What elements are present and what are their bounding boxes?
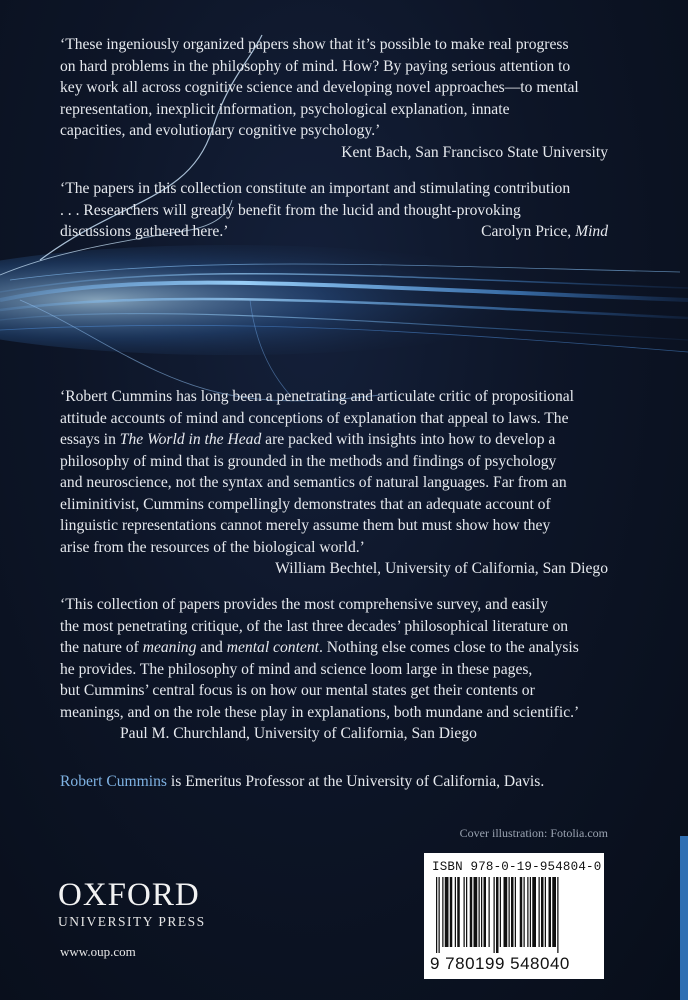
publisher-logo xyxy=(58,878,206,930)
isbn-number: ISBN 978-0-19-954804-0 xyxy=(432,860,602,874)
review-quote-4 xyxy=(60,594,608,745)
quote-line xyxy=(60,429,608,451)
book-title: The World in the Head xyxy=(119,431,262,448)
quote-line: capacities, and evolutionary cognitive psychology.’ xyxy=(60,122,381,139)
review-quote-1 xyxy=(60,34,608,163)
review-quote-3 xyxy=(60,386,608,580)
quote-line: arise from the resources of the biological world.’ xyxy=(60,538,365,556)
quote-attribution: Kent Bach, San Francisco State University xyxy=(341,143,608,161)
quote-line: but Cummins’ central focus is on how our mental states get their contents or xyxy=(60,682,535,699)
quote-line: representation, inexplicit information, psychological explanation, innate xyxy=(60,100,510,118)
quote-line: philosophy of mind that is grounded in the methods and findings of psychology xyxy=(60,452,557,470)
quote-line: key work all across cognitive science and developing novel approaches—to mental xyxy=(60,79,579,96)
quote-line xyxy=(60,637,608,659)
quote-text: are packed with insights into how to develop a xyxy=(261,431,556,448)
quote-attribution xyxy=(481,221,608,243)
quote-line: ‘The papers in this collection constitute an important and stimulating contribution xyxy=(60,180,571,197)
emphasis-text: mental content xyxy=(226,639,319,656)
cover-credit: Cover illustration: Fotolia.com xyxy=(459,826,608,840)
publisher-url: www.oup.com xyxy=(60,944,136,959)
spine-stripe xyxy=(680,836,688,1000)
quote-line-text: discussions gathered here.’ xyxy=(60,223,229,240)
quote-line: attitude accounts of mind and conceptions of explanation that appeal to laws. The xyxy=(60,409,569,427)
quote-line: ‘This collection of papers provides the most comprehensive survey, and easily xyxy=(60,596,548,613)
emphasis-text: meaning xyxy=(142,639,197,656)
quote-line: the most penetrating critique, of the last three decades’ philosophical literature on xyxy=(60,617,569,635)
quote-text: the nature of xyxy=(60,639,143,656)
quote-line: on hard problems in the philosophy of mind. How? By paying serious attention to xyxy=(60,57,571,75)
author-bio xyxy=(60,771,620,793)
author-name: Robert Cummins xyxy=(60,773,167,790)
quote-text: and xyxy=(196,639,227,656)
quote-line: ‘Robert Cummins has long been a penetrating and articulate critic of propositional xyxy=(60,388,575,405)
quote-line: he provides. The philosophy of mind and science loom large in these pages, xyxy=(60,660,533,678)
publisher-name: OXFORD xyxy=(58,877,200,913)
attribution-name: Carolyn Price, xyxy=(481,223,576,240)
quote-line: meanings, and on the role these play in explanations, both mundane and scientific.’ xyxy=(60,703,580,721)
quote-line: ‘These ingeniously organized papers show that it’s possible to make real progress xyxy=(60,36,569,53)
author-bio-text: is Emeritus Professor at the University of California, Davis. xyxy=(167,773,545,790)
review-quote-2 xyxy=(60,178,608,243)
quote-line xyxy=(60,221,608,243)
quote-line: eliminitivist, Cummins compellingly demonstrates that an adequate account of xyxy=(60,495,551,513)
quote-attribution: William Bechtel, University of California, San Diego xyxy=(275,560,608,577)
attribution-source: Mind xyxy=(575,223,608,240)
barcode-bars xyxy=(432,877,596,953)
isbn-barcode xyxy=(424,853,604,979)
quote-line: linguistic representations cannot merely assume them but must show how they xyxy=(60,517,551,534)
publisher-subtitle: UNIVERSITY PRESS xyxy=(58,914,206,929)
quote-attribution: Paul M. Churchland, University of California, San Diego xyxy=(120,725,477,742)
quote-line: and neuroscience, not the syntax and semantics of natural languages. Far from an xyxy=(60,474,567,491)
quote-text: . Nothing else comes close to the analysis xyxy=(318,639,579,656)
quote-line: . . . Researchers will greatly benefit from the lucid and thought-provoking xyxy=(60,201,521,219)
quote-text: essays in xyxy=(60,431,120,448)
ean-number: 9 780199 548040 xyxy=(430,954,570,973)
